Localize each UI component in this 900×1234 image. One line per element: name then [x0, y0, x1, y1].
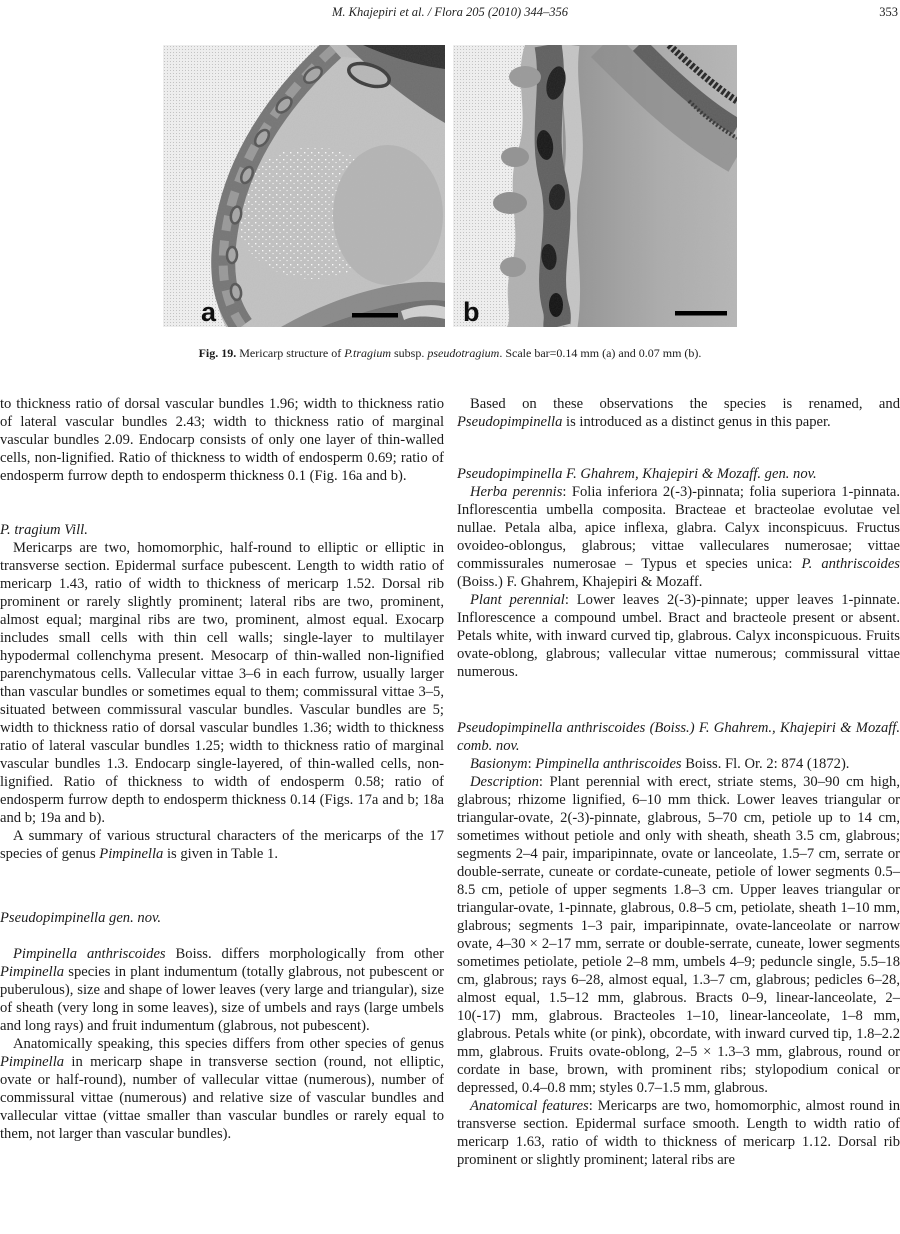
- para-description: Description: Plant perennial with erect, striate stems, 30–90 cm high, glabrous; rhizome lignified, 6–10 mm thick. Lower leaves triangular or triangular-ovate, 2(-3)-pinnate, glabrous, 5–70 cm, petiole up to 14 cm, sometimes without petiole and only with sheath, sheath 3.5 cm, glabrous; segments 2–4 pair, imparipinnate, ovate or lanceolate, 1.5–7 cm, serrate or double-serrate, cuneate or cordate-cuneate, petiole of lower segments 0.5–8.5 cm, petiole of upper segments 1.8–3 cm. Upper leaves triangular or triangular-ovate, 1-pinnate, glabrous, 0.8–5 cm, petiolate, sheath 1–10 mm, glabrous; segments 1–3 pair, imparipinnate, ovate-lanceolate or narrow ovate, 4–30 × 2–17 mm, serrate or double-serrate, cuneate, lower segments sometimes petiolate, petiole 2–8 mm, umbels 4–9; peduncle single, 5.5–18 cm, glabrous; rays 6–28, almost equal, 1.3–7 cm, glabrous; pedicles 6–28, almost equal, 1.5–12 mm, glabrous. Bracts 0–9, linear-lanceolate, 2–10(-17) mm, glabrous. Bracteoles 1–10, linear-lanceolate, 1–8 mm, glabrous. Petals white (or pink), obcordate, with inward curved tip, 1.8–2.2 mm, glabrous. Fruits ovate-oblong, 2–5 × 1.3–3 mm, glabrous, round or cordate in base, brown, with prominent ribs; stylopodium conical or depressed, 0.4–0.8 mm; styles 0.7–1.5 mm, glabrous.: [457, 774, 900, 1096]
- section-heading-pseudopimpinella-gen-nov: Pseudopimpinella gen. nov.: [0, 910, 162, 926]
- text-column-left: [0, 395, 444, 1143]
- text-column-right: [457, 395, 900, 1169]
- figure-caption: Fig. 19. Mericarp structure of P.tragium subsp. pseudotragium. Scale bar=0.14 mm (a) and 0.07 mm (b).: [198, 346, 702, 360]
- para-anatomical-features: Anatomical features: Mericarps are two, homomorphic, almost round in transverse section. Epidermal surface smooth. Length to width ratio of mericarp 1.63, ratio of width to thickness of mericarp 1.12. Dorsal rib prominent or slightly prominent; lateral ribs are: [457, 1098, 900, 1168]
- section-heading-p-tragium: P. tragium Vill.: [0, 522, 88, 538]
- section-heading-comb-nov: Pseudopimpinella anthriscoides (Boiss.) F. Ghahrem., Khajepiri & Mozaff. comb. nov.: [457, 720, 900, 754]
- panel-label-a: a: [201, 297, 217, 327]
- running-head: M. Khajepiri et al. / Flora 205 (2010) 344–356: [331, 5, 569, 19]
- scale-bar-a: [352, 313, 398, 318]
- page-number: 353: [879, 5, 898, 19]
- scale-bar-b: [675, 311, 727, 316]
- panel-label-b: b: [463, 297, 480, 327]
- para-english-diagnosis: Plant perennial: Lower leaves 2(-3)-pinnate; upper leaves 1-pinnate. Inflorescence a compound umbel. Bract and bracteole present or absent. Petals white, with inward curved tip, glabrous. Calyx inconspicuous. Fruits ovate-oblong, glabrous; vallecular vittae numerous; commissural vittae numerous.: [457, 592, 900, 680]
- para-basionym: Basionym: Pimpinella anthriscoides Boiss. Fl. Or. 2: 874 (1872).: [470, 756, 850, 772]
- halftone-grain-overlay-b: [453, 45, 737, 327]
- micrograph-panel-a: [163, 45, 445, 327]
- para-summary-table: A summary of various structural characters of the mericarps of the 17 species of genus Pimpinella is given in Table 1.: [0, 828, 444, 862]
- micrograph-panel-b: [453, 45, 737, 327]
- para-p-tragium-description: Mericarps are two, homomorphic, half-round to elliptic or elliptic in transverse section. Epidermal surface pubescent. Length to width ratio of mericarp 1.43, ratio of width to thickness of mericarp 1.52. Dorsal rib prominent or rarely slightly prominent; lateral ribs are two, prominent, almost equal; marginal ribs are two, prominent, almost equal. Exocarp includes small cells with thin cell walls; single-layer to multilayer hypodermal collenchyma present. Mesocarp of thin-walled non-lignified parenchymatous cells. Vallecular vittae 3–6 in each furrow, usually larger than vascular bundles or sometimes equal to them; commissural vittae 3–5, situated between commissural vascular bundles. Vascular bundles are 5; width to thickness ratio of dorsal vascular bundles 1.36; width to thickness ratio of lateral vascular bundles 1.25; width to thickness ratio of marginal vascular bundles 1.3. Endocarp single-layered, of thin-walled cells, non-lignified. Ratio of thickness to width of endosperm 0.58; ratio of endosperm furrow depth to endosperm thickness 0.14 (Figs. 17a and b; 18a and b; 19a and b).: [0, 540, 444, 826]
- para-latin-diagnosis: Herba perennis: Folia inferiora 2(-3)-pinnata; folia superiora 1-pinnata. Inflorescentia umbella composita. Bracteae et bracteolae evolutae vel nullae. Petala alba, apice inflexa, glabra. Calyx inconspicuus. Fructus ovoideo-oblongus, glabrous; vittae valleculares numerosae; vittae commissurales numerosae – Typus et species unica: P. anthriscoides (Boiss.) F. Ghahrem, Khajepiri & Mozaff.: [457, 484, 900, 590]
- para-anatomical-differences: Anatomically speaking, this species differs from other species of genus Pimpinella in mericarp shape in transverse section (round, not elliptic, ovate or half-round), number of vallecular vittae (numerous), number of commissural vittae (numerous) and relative size of vascular bundles and vallecular vittae (vittae smaller than vascular bundles or rarely equal to them, not larger than vascular bundles).: [0, 1036, 444, 1142]
- section-heading-gen-nov-authors: Pseudopimpinella F. Ghahrem, Khajepiri & Mozaff. gen. nov.: [457, 466, 817, 482]
- halftone-grain-overlay: [163, 45, 445, 327]
- para-endosperm-ratios: to thickness ratio of dorsal vascular bundles 1.96; width to thickness ratio of lateral vascular bundles 2.43; width to thickness ratio of marginal vascular bundles 2.09. Endocarp consists of only one layer of thin-walled cells, non-lignified. Ratio of thickness to width of endosperm 0.69; ratio of endosperm furrow depth to endosperm thickness 0.1 (Fig. 16a and b).: [0, 396, 444, 484]
- para-species-renamed: Based on these observations the species is renamed, and Pseudopimpinella is introduced as a distinct genus in this paper.: [457, 396, 900, 430]
- para-morphological-differences: Pimpinella anthriscoides Boiss. differs morphologically from other Pimpinella species in plant indumentum (totally glabrous, not pubescent or puberulous), size and shape of lower leaves (very large and triangular), size of sheath (very long in some leaves), size of umbels and rays (large umbels and long rays) and fruit indumentum (glabrous, not pubescent).: [0, 946, 444, 1034]
- figure-19: [163, 45, 737, 327]
